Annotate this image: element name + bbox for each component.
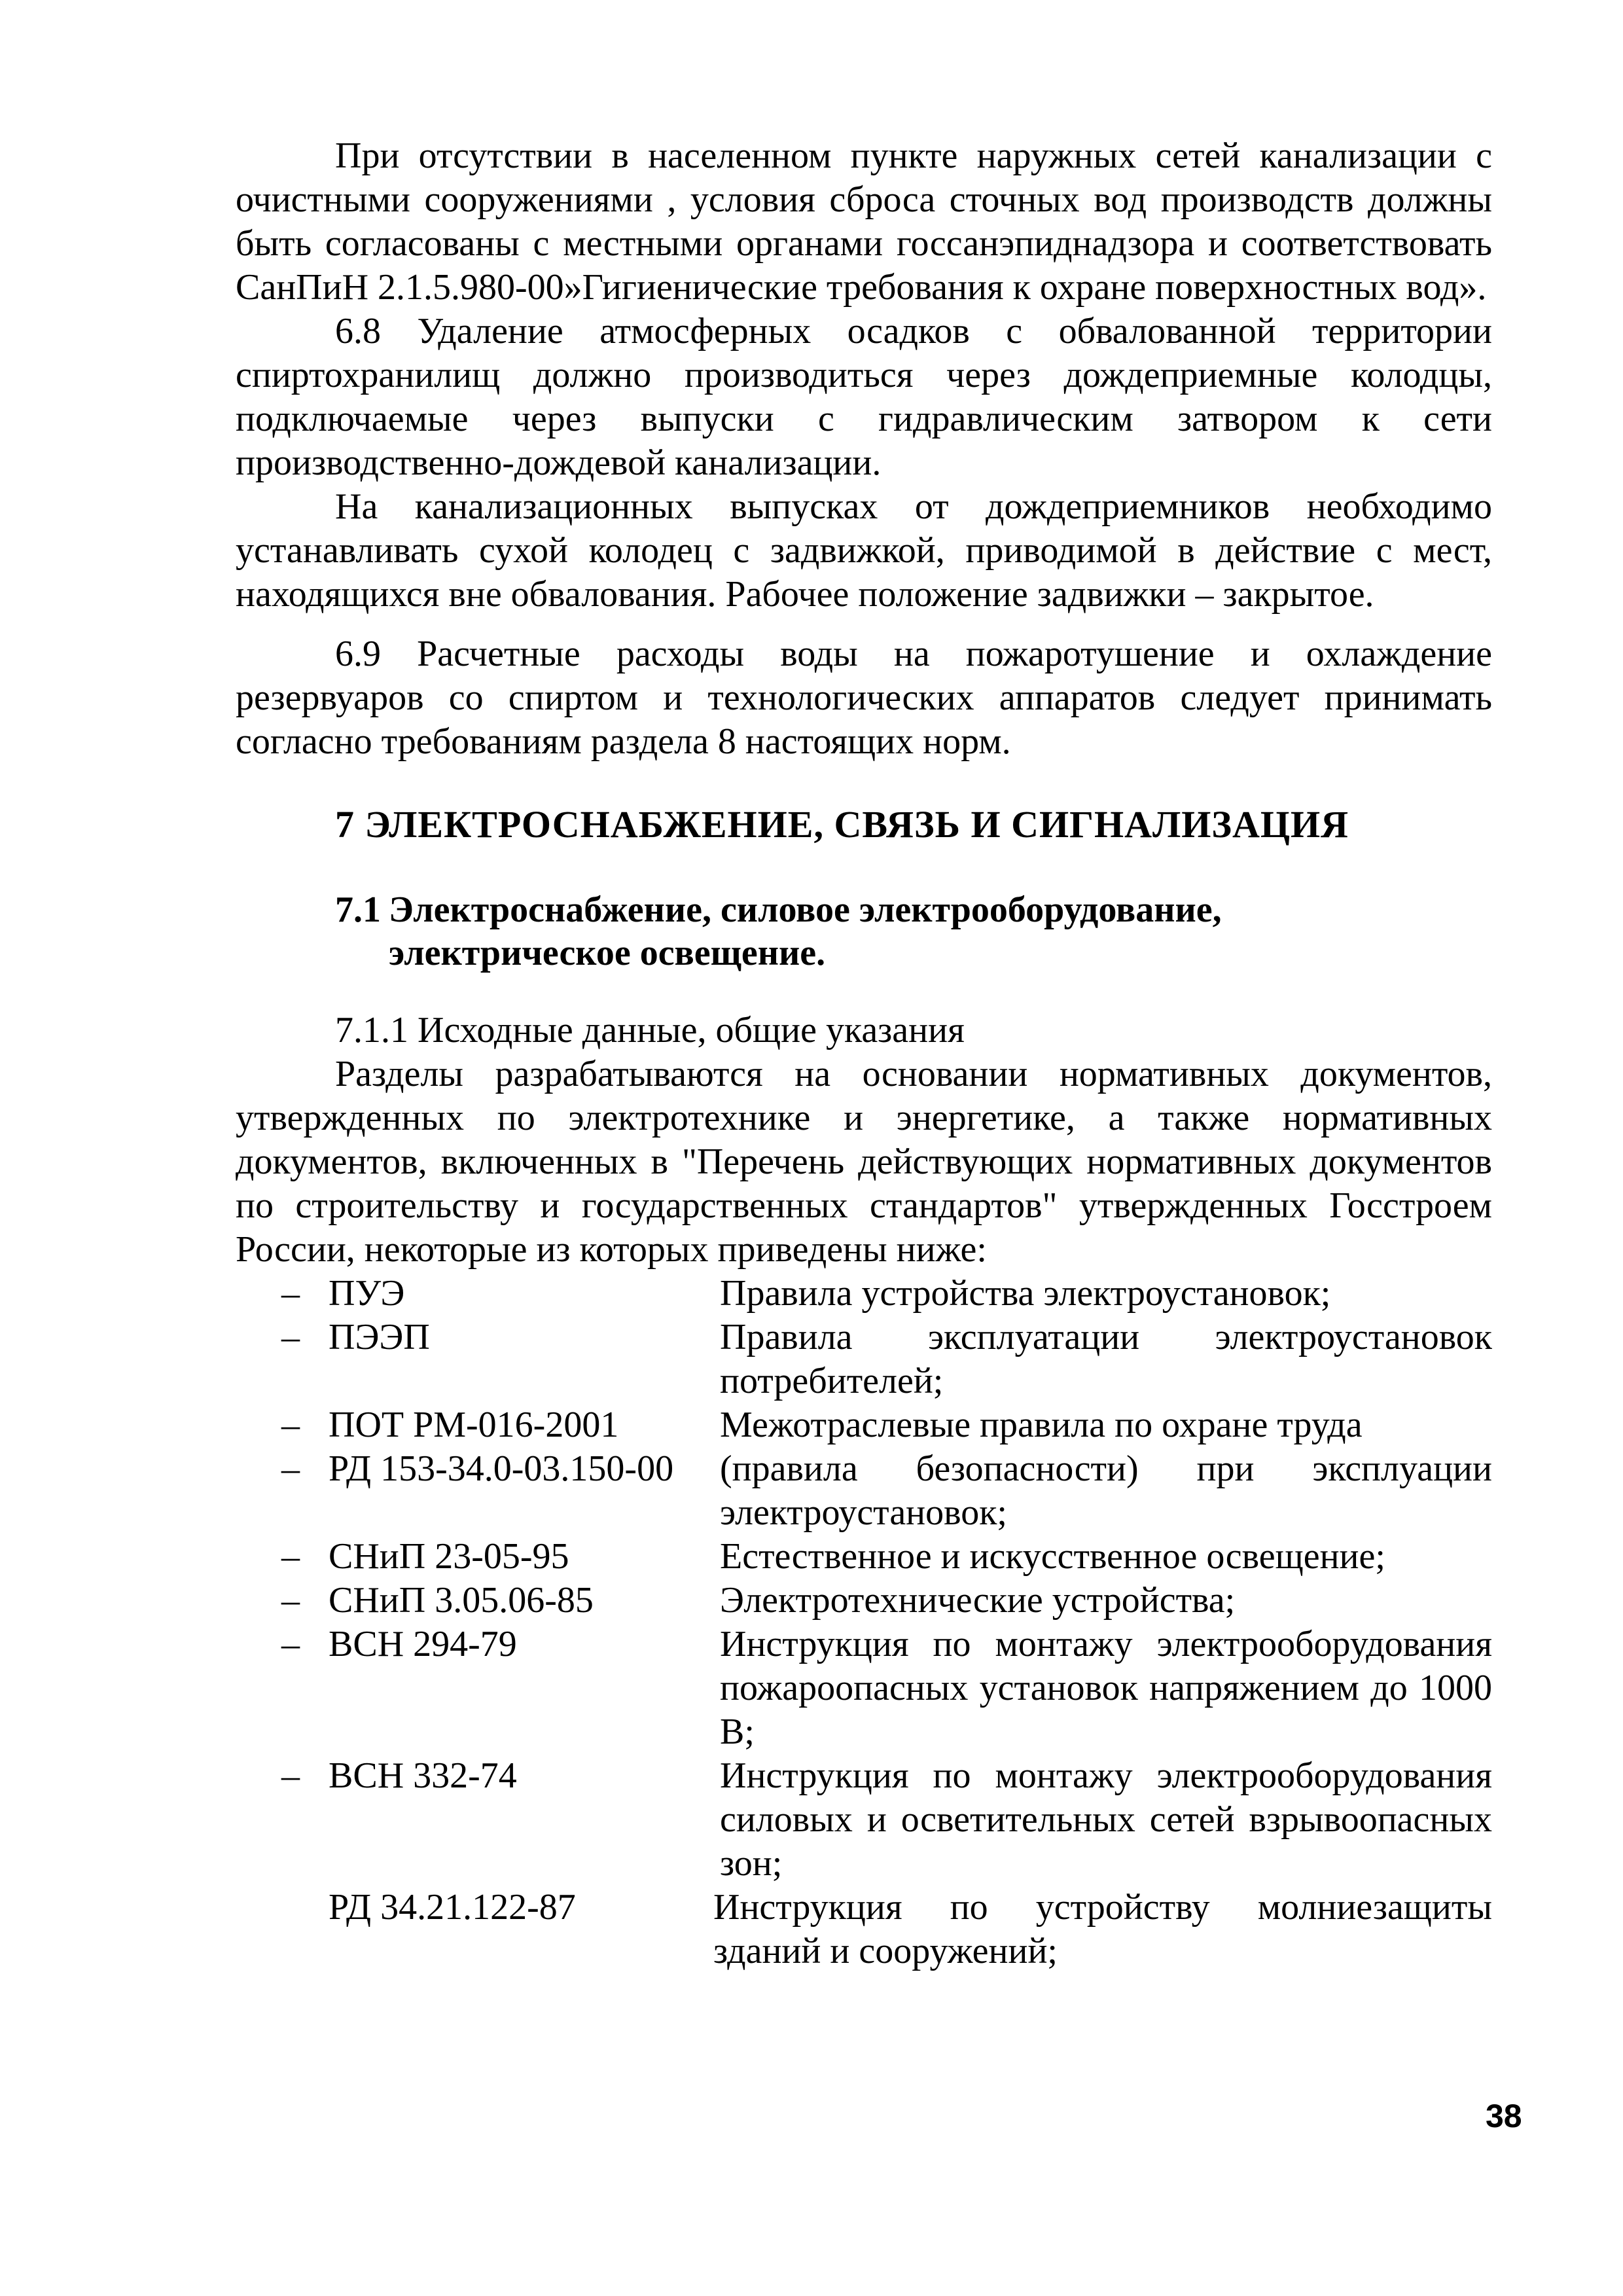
reference-description: Правила устройства электроустановок; — [720, 1273, 1331, 1314]
clause-body: Разделы разрабатываются на основании нормативных документов, утвержденных по электротехнике и энергетике, а также нормативных документов, включенных в "Перечень действующих нормативных документов по строительству и государственных стандартов" утвержденных Госстроем России, некоторые из которых приведены ниже: — [236, 1054, 1492, 1270]
list-dash: – — [281, 1448, 300, 1489]
clause-heading: 7.1.1 Исходные данные, общие указания — [335, 1010, 965, 1050]
list-item — [236, 1754, 1492, 1886]
reference-code: ПЭЭП — [329, 1317, 430, 1357]
list-item — [236, 1623, 1492, 1754]
reference-code: ВСН 294-79 — [329, 1624, 517, 1664]
list-item — [236, 1447, 1492, 1535]
paragraph-sewer-discharge: При отсутствии в населенном пункте наружных сетей канализации с очистными сооружениями , условия сброса сточных вод производств должны быть согласованы с местными органами госсанэпиднадзора и соответствовать СанПиН 2.1.5.980-00»Гигиенические требования к охране поверхностных вод». — [236, 135, 1492, 308]
reference-description: Межотраслевые правила по охране труда — [720, 1405, 1363, 1445]
document-page — [236, 134, 1492, 1973]
paragraph-6-8: 6.8 Удаление атмосферных осадков с обвалованной территории спиртохранилищ должно производиться через дождеприемные колодцы, подключаемые через выпуски с гидравлическим затвором к сети производственно-дождевой канализации. — [236, 311, 1492, 483]
reference-description: Инструкция по монтажу электрооборудования силовых и осветительных сетей взрывоопасных зон; — [720, 1755, 1492, 1884]
reference-code: ВСН 332-74 — [329, 1755, 517, 1796]
list-dash: – — [281, 1624, 300, 1664]
list-item — [236, 1272, 1492, 1316]
reference-code: СНиП 3.05.06-85 — [329, 1580, 594, 1621]
list-dash: – — [281, 1536, 300, 1577]
list-item — [236, 1579, 1492, 1623]
list-item — [236, 1535, 1492, 1579]
list-item — [236, 1886, 1492, 1973]
page-number: 38 — [1486, 2098, 1522, 2134]
paragraph-outlets: На канализационных выпусках от дождеприемников необходимо устанавливать сухой колодец с задвижкой, приводимой в действие с мест, находящихся вне обвалования. Рабочее положение задвижки – закрытое. — [236, 486, 1492, 615]
list-dash: – — [281, 1405, 300, 1445]
reference-code: СНиП 23-05-95 — [329, 1536, 569, 1577]
list-dash: – — [281, 1273, 300, 1314]
list-dash: – — [281, 1755, 300, 1796]
reference-description: Правила эксплуатации электроустановок потребителей; — [720, 1317, 1492, 1401]
reference-description: Электротехнические устройства; — [720, 1580, 1236, 1621]
reference-code: РД 34.21.122-87 — [329, 1887, 576, 1928]
reference-code: ПУЭ — [329, 1273, 405, 1314]
reference-description: Инструкция по монтажу электрооборудования пожароопасных установок напряжением до 1000 В; — [720, 1624, 1492, 1752]
subsection-title-line1: Электроснабжение, силовое электрооборудование, — [389, 889, 1222, 930]
list-item — [236, 1316, 1492, 1403]
paragraph-6-9: 6.9 Расчетные расходы воды на пожаротушение и охлаждение резервуаров со спиртом и технологических аппаратов следует принимать согласно требованиям раздела 8 настоящих норм. — [236, 634, 1492, 762]
reference-code: ПОТ РМ-016-2001 — [329, 1405, 619, 1445]
reference-description: (правила безопасности) при эксплуации электроустановок; — [720, 1448, 1492, 1533]
reference-list — [236, 1272, 1492, 1973]
reference-description: Естественное и искусственное освещение; — [720, 1536, 1385, 1577]
subsection-title — [236, 888, 1492, 975]
list-item — [236, 1403, 1492, 1447]
list-dash: – — [281, 1317, 300, 1357]
subsection-number: 7.1 — [335, 889, 381, 930]
section-title: 7 ЭЛЕКТРОСНАБЖЕНИЕ, СВЯЗЬ И СИГНАЛИЗАЦИЯ — [335, 803, 1349, 846]
subsection-title-line2: электрическое освещение. — [389, 933, 826, 973]
reference-code: РД 153-34.0-03.150-00 — [329, 1448, 674, 1489]
list-dash: – — [281, 1580, 300, 1621]
reference-description: Инструкция по устройству молниезащиты зданий и сооружений; — [713, 1887, 1492, 1971]
